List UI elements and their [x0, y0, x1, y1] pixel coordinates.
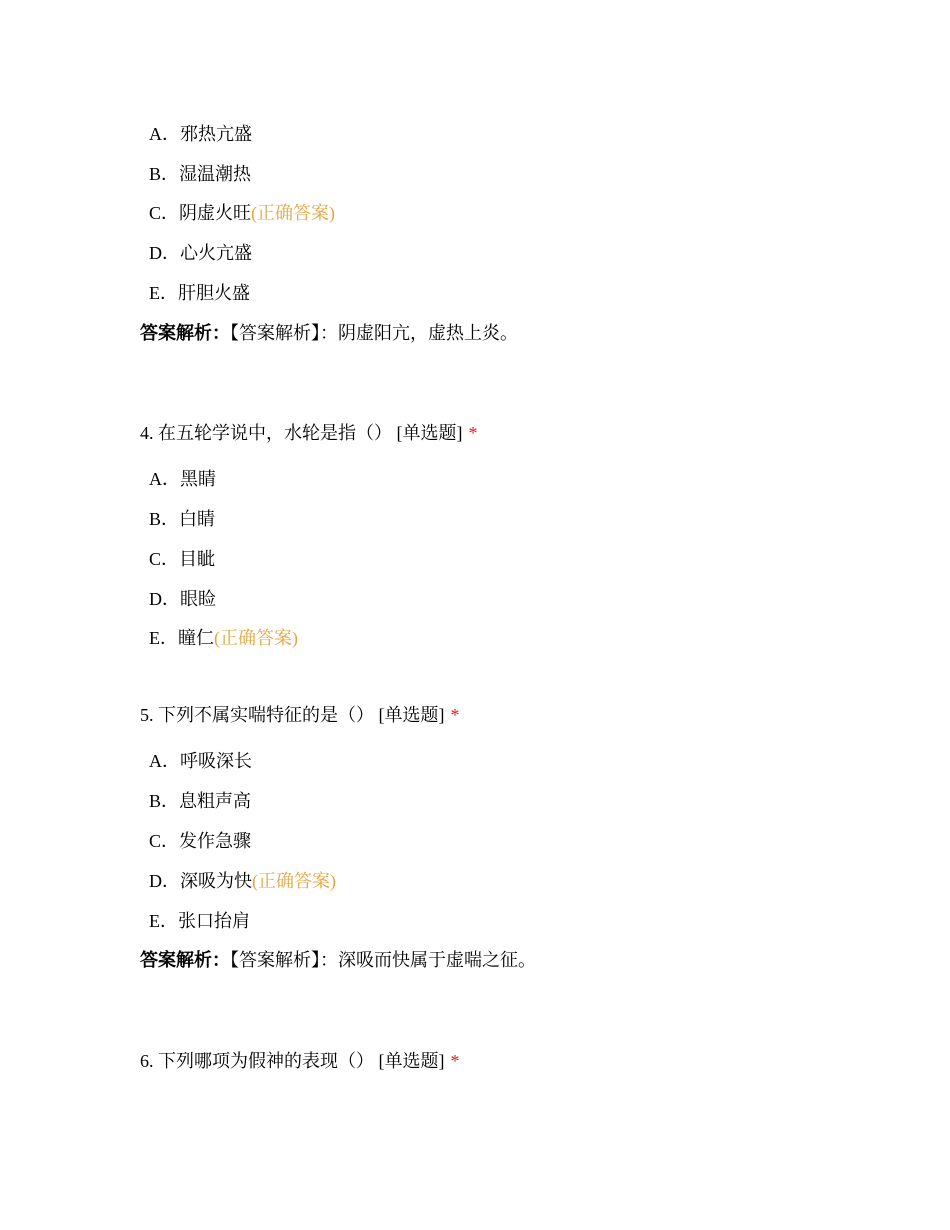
question-text: 5. 下列不属实喘特征的是（）	[140, 705, 374, 725]
option-text: 白睛	[179, 509, 216, 529]
option-letter: A．	[149, 469, 180, 489]
q5-option-a[interactable]	[149, 749, 252, 773]
option-letter: A．	[149, 124, 180, 144]
option-letter: C．	[149, 831, 180, 851]
option-text: 心火亢盛	[180, 243, 252, 263]
option-letter: B．	[149, 791, 180, 811]
option-letter: C．	[149, 549, 180, 569]
option-letter: D．	[149, 871, 180, 891]
q3-option-e[interactable]	[149, 281, 250, 305]
question-type: [单选题]	[378, 705, 445, 725]
q3-option-d[interactable]	[149, 241, 252, 265]
question-text: 6. 下列哪项为假神的表现（）	[140, 1051, 374, 1071]
question-type: [单选题]	[396, 423, 463, 443]
analysis-label: 答案解析：	[140, 950, 230, 970]
option-text: 湿温潮热	[179, 164, 252, 184]
q5-option-b[interactable]	[149, 789, 251, 813]
q4-option-b[interactable]	[149, 507, 215, 531]
q3-option-c[interactable]	[149, 201, 335, 225]
q4-option-e[interactable]	[149, 626, 298, 650]
analysis-text: 【答案解析】：阴虚阳亢，虚热上炎。	[230, 323, 518, 343]
correct-answer-marker: (正确答案)	[251, 203, 336, 223]
option-letter: B．	[149, 509, 180, 529]
option-text: 阴虚火旺	[179, 203, 252, 223]
required-marker: *	[450, 705, 460, 725]
q5-analysis	[140, 948, 536, 972]
option-text: 呼吸深长	[180, 751, 252, 771]
option-text: 瞳仁	[178, 628, 214, 648]
option-text: 发作急骤	[179, 831, 252, 851]
option-text: 深吸为快	[180, 871, 252, 891]
option-letter: D．	[149, 243, 180, 263]
option-letter: E．	[149, 283, 178, 303]
q3-option-b[interactable]	[149, 162, 251, 186]
option-letter: E．	[149, 911, 178, 931]
q6-title	[140, 1049, 460, 1073]
option-text: 肝胆火盛	[178, 283, 250, 303]
question-type: [单选题]	[378, 1051, 445, 1071]
q4-option-a[interactable]	[149, 467, 216, 491]
q4-option-d[interactable]	[149, 587, 216, 611]
q4-option-c[interactable]	[149, 547, 215, 571]
option-text: 息粗声高	[179, 791, 252, 811]
required-marker: *	[450, 1051, 460, 1071]
q5-title	[140, 703, 460, 727]
option-text: 邪热亢盛	[180, 124, 252, 144]
q5-option-e[interactable]	[149, 909, 250, 933]
correct-answer-marker: (正确答案)	[214, 628, 298, 648]
option-letter: D．	[149, 589, 180, 609]
q4-title	[140, 421, 478, 445]
q5-option-c[interactable]	[149, 829, 251, 853]
question-text: 4. 在五轮学说中，水轮是指（）	[140, 423, 392, 443]
option-text: 黑睛	[180, 469, 216, 489]
q3-analysis	[140, 321, 518, 345]
option-letter: A．	[149, 751, 180, 771]
analysis-label: 答案解析：	[140, 323, 230, 343]
option-text: 张口抬肩	[178, 911, 250, 931]
analysis-text: 【答案解析】：深吸而快属于虚喘之征。	[230, 950, 536, 970]
option-text: 眼睑	[180, 589, 216, 609]
option-letter: E．	[149, 628, 178, 648]
q5-option-d[interactable]	[149, 869, 336, 893]
correct-answer-marker: (正确答案)	[252, 871, 336, 891]
q3-option-a[interactable]	[149, 122, 252, 146]
option-text: 目眦	[179, 549, 216, 569]
required-marker: *	[468, 423, 478, 443]
option-letter: B．	[149, 164, 180, 184]
option-letter: C．	[149, 203, 180, 223]
